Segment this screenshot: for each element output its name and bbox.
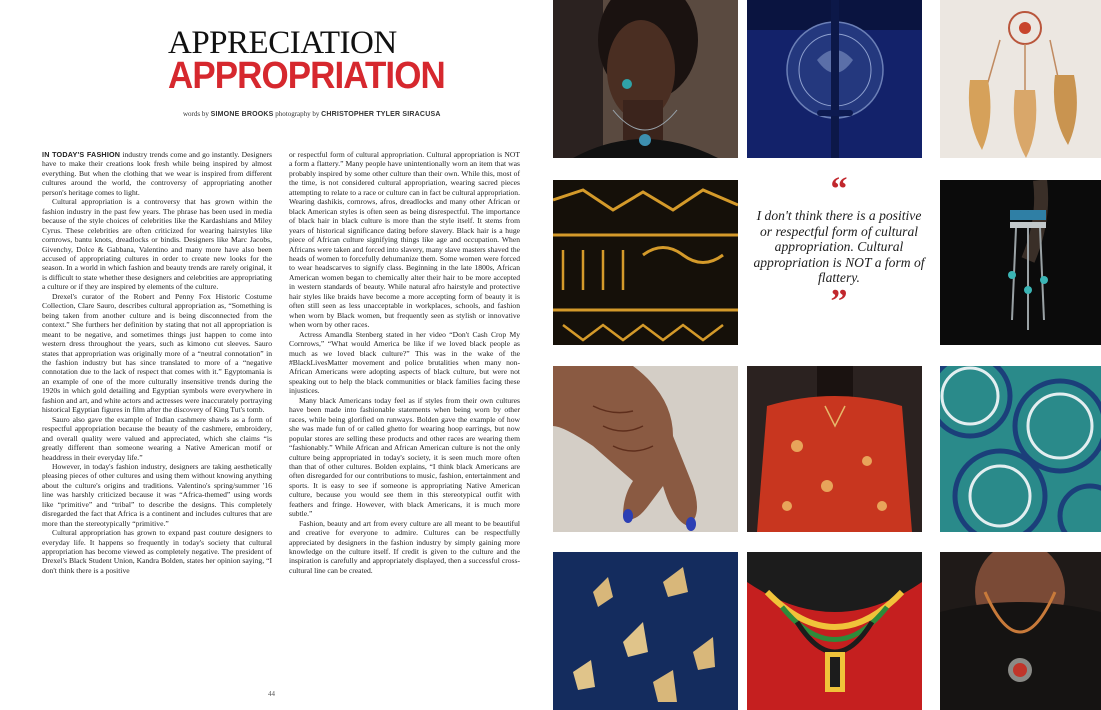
article-page bbox=[0, 0, 548, 710]
photo-beaded-turquoise-earring bbox=[940, 180, 1101, 345]
byline-photographer: CHRISTOPHER TYLER SIRACUSA bbox=[321, 111, 441, 118]
paragraph: Cultural appropriation has grown to expand past couture designers to everyday life. It happens so frequently in today's society that cultural appropriation has become viewed as completely negative. The president of Drexel's Black Student Union, Kandra Bolden, states her opinion saying, “I don't think there is a positive bbox=[42, 528, 272, 575]
butterfly-brocade-graphic bbox=[553, 552, 738, 710]
dreamcatcher-graphic bbox=[940, 0, 1101, 158]
byline bbox=[183, 110, 513, 118]
article-column-2 bbox=[289, 150, 520, 575]
paragraph bbox=[42, 150, 272, 197]
photo-henna-hand-blue-nails bbox=[553, 366, 738, 532]
woman-profile-graphic bbox=[553, 0, 738, 158]
dashiki-graphic bbox=[747, 552, 922, 710]
paragraph: However, in today's fashion industry, designers are taking aesthetically pleasing pieces of other cultures and using them without knowing anything about the culture's origins and traditions. Valentino's spring/summer '16 line was harshly criticized because it was “Africa-themed” using words like “primitive” and “tribal” to describe the designs. This completely disregarded the fact that Africa is a continent and includes cultures that are more than the stereotypically “primitive.” bbox=[42, 461, 272, 528]
paragraph: Fashion, beauty and art from every culture are all meant to be beautiful and creative for everyone to admire. Cultures can be respectfully appreciated by designers in the fashion industry by simply gaining more knowledge on the culture itself. If credit is given to the culture and the inspiration is carefully and appropriately displayed, then a successful cross-cultural line can be created. bbox=[289, 518, 520, 575]
article-column-1 bbox=[42, 150, 272, 575]
necklace-graphic bbox=[940, 552, 1101, 710]
paragraph-text: industry trends come and go instantly. Designers have to make their creations look fresh while being inspired by almost everything. But when the clothing that we wear is inspired from different cultures around the world, the controversy of appropriating another person's heritage comes to light. bbox=[42, 150, 272, 197]
photo-blue-butterfly-brocade bbox=[553, 552, 738, 710]
title-appreciation: APPRECIATION bbox=[168, 25, 397, 61]
paragraph: Sauro also gave the example of Indian cashmere shawls as a form of respectful appropriation because the beauty of the cashmere, embroidery, and overall quality were valued and appreciated, which she claims “is greatly different than someone wearing a Native American motif or headdress in their everyday life.” bbox=[42, 414, 272, 462]
pull-quote-text: I don't think there is a positive or respectful form of cultural appropriation. Cultural appropriation is NOT a form of flattery. bbox=[753, 208, 925, 285]
henna-hand-graphic bbox=[553, 366, 738, 532]
photo-mudcloth-black-gold-pattern bbox=[553, 180, 738, 345]
paragraph: Actress Amandla Stenberg stated in her video “Don't Cash Crop My Cornrows,” “What would America be like if we loved black people as much as we loved black culture?” This was in the wake of the #BlackLivesMatter movement and police brutalities when many non-African Americans were adopting aspects of black culture, but were not speaking out to help the black communities or black families facing these injustices. bbox=[289, 329, 520, 396]
photo-beaded-necklace-red-pendant bbox=[940, 552, 1101, 710]
photo-blue-silk-embroidered-jacket bbox=[747, 0, 922, 158]
photo-red-dashiki-print bbox=[747, 552, 922, 710]
photo-blue-green-wax-print-fabric bbox=[940, 366, 1101, 532]
article-lede: IN TODAY'S FASHION bbox=[42, 150, 121, 159]
beaded-earring-graphic bbox=[940, 180, 1101, 345]
photo-grid-page bbox=[548, 0, 1101, 710]
byline-photo-prefix: photography by bbox=[273, 110, 322, 118]
photo-red-silk-qipao-dress bbox=[747, 366, 922, 532]
pull-quote bbox=[751, 171, 927, 348]
title-appropriation: APPROPRIATION bbox=[168, 55, 445, 97]
article-title bbox=[168, 25, 445, 97]
photo-woman-with-turquoise-earring bbox=[553, 0, 738, 158]
paragraph: Drexel's curator of the Robert and Penny Fox Historic Costume Collection, Clare Sauro, describes cultural appropriation as, “Something is being taken from another culture and is being disconnected from the context.” She furthers her definition by stating that not all appropriation is meant to be negative, and sometimes things just happen to come into western dress throughout the years, such as kimono cut sleeves. Sauro states that appropriation was originally more of a “neutral connotation” in the fashion industry but has since translated to more of a “negative connotation due to the lack of respect that comes with it.” Egyptomania is an example of one of the more culturally insensitive trends during the 1920s in which gold detailing and Egyptian symbols were everywhere in fashion and art, and white actors and actresses were inaccurately portraying historical Egyptian figures in film after the discovery of King Tut's tomb. bbox=[42, 291, 272, 415]
wax-print-graphic bbox=[940, 366, 1101, 532]
paragraph: Many black Americans today feel as if styles from their own cultures have been made into fashionable statements when being worn by other races, while being glorified on runways. Bolden gave the example of how she was made fun of or called ghetto for wearing hoop earrings, but now popular stores are selling these products and other races are wearing them “fashionably.” While African and African American culture is not the only culture being appropriated in today's society, it is seen much more often than that of other cultures. Bolden explains, “I think black Americans are often disregarded for our contributions to music, fashion, entertainment and sports. It is easy to see if someone is appropriating Native American culture, because you would see them in this stereotypical outfit with feathers and fringe. However, with black Americans, it is much more subtle.” bbox=[289, 395, 520, 519]
photo-feather-dreamcatcher bbox=[940, 0, 1101, 158]
byline-author: SIMONE BROOKS bbox=[210, 111, 274, 118]
quote-close-mark: ” bbox=[830, 282, 848, 320]
quote-open-mark: “ bbox=[830, 171, 848, 208]
byline-words-prefix: words by bbox=[183, 110, 211, 118]
qipao-graphic bbox=[747, 366, 922, 532]
page-number: 44 bbox=[268, 690, 275, 698]
blue-jacket-graphic bbox=[747, 0, 922, 158]
paragraph: Cultural appropriation is a controversy that has grown within the fashion industry in the past few years. The phrase has been used in media because of the style choices of celebrities like the Kardashians and Miley Cyrus. These celebrities are often criticized for wearing hairstyles like cornrows, bantu knots, dreadlocks or bindis. Designers like Marc Jacobs, Givenchy, Dolce & Gabbana, Valentino and many more have also been accused of appropriating cultures in order to create new looks for the season. In a world in which fashion and beauty trends are rarely original, it is difficult to state whether these designers and celebrities are appropriating a culture or if they are inspired by elements of the culture. bbox=[42, 197, 272, 292]
paragraph: or respectful form of cultural appropriation. Cultural appropriation is NOT a form a flattery.” Many people have unintentionally worn an item that was probably inspired by some other culture than their own. While this, most of the time, is not considered cultural appropriation, wearing sacred pieces attempting to relate to a race or culture can in fact be cultural appropriation. Wearing dashikis, cornrows, afros, dreadlocks and many other African or black American styles is often seen as being disrespectful. The importance of black hair in black culture is more than the style itself. It stems from years of historical significance dating before slavery. Black hair is a huge piece of African culture signifying things like age and occupation. When Africans were taken and forced into slavery, many slave masters shaved the heads of women to forcefully dehumanize them. Some women were forced to wear headscarves to signify class. Beginning in the late 1800s, African American women began to chemically alter their hair to be more accepted in western standards of beauty. While natural afro hairstyle and protective hair styles like braids have become a more accepting form of beauty it is often still seen as less unacceptable in workplaces, schools, and fashion when worn by Black women, but frequently seen as stylish or innovative when worn by other races. bbox=[289, 150, 520, 330]
mudcloth-graphic bbox=[553, 180, 738, 345]
